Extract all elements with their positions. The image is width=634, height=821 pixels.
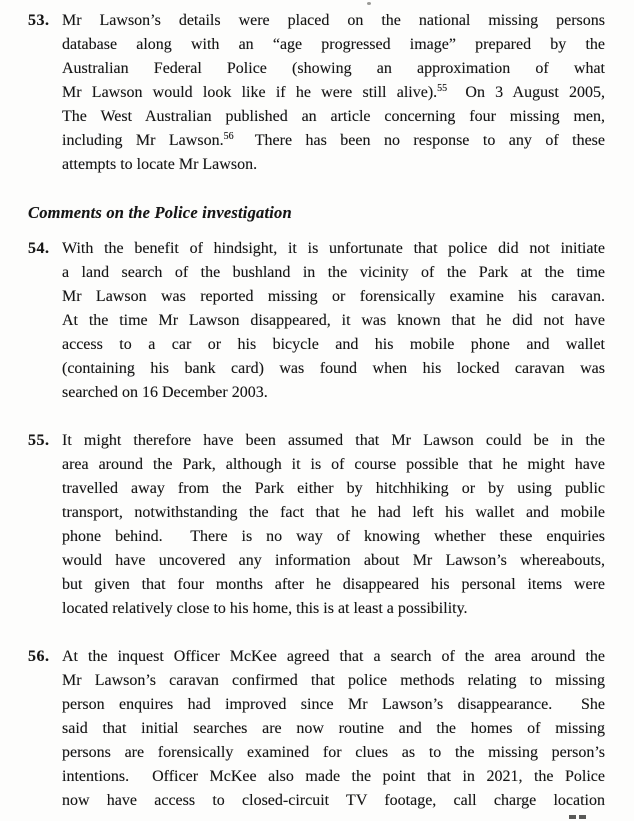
text-line: The West Australian published an article concerning four missing men, [62, 108, 605, 125]
paragraph-53 [28, 9, 605, 177]
text-line: transport, notwithstanding the fact that he had left his wallet and mobile [62, 504, 605, 521]
footnote-ref: 55 [437, 83, 448, 94]
text-line: area around the Park, although it is of course possible that he might have [62, 456, 605, 473]
text-line: said that initial searches are now routine and the homes of missing [62, 720, 605, 737]
paragraph-number: 54. [28, 240, 50, 257]
text-line: searched on 16 December 2003. [62, 384, 268, 401]
text-line: At the time Mr Lawson disappeared, it was known that he did not have [62, 312, 605, 329]
paragraph-number: 55. [28, 432, 50, 449]
text-line: located relatively close to his home, this is at least a possibility. [62, 600, 468, 617]
paragraph-number: 56. [28, 648, 50, 665]
text-line: At the inquest Officer McKee agreed that a search of the area around the [62, 648, 605, 665]
text-line: intentions. Officer McKee also made the point that in 2021, the Police [62, 768, 605, 785]
text-line: Mr Lawson’s details were placed on the national missing persons [62, 12, 605, 29]
text-line: person enquires had improved since Mr Lawson’s disappearance. She [62, 696, 605, 713]
text-line: a land search of the bushland in the vicinity of the Park at the time [62, 264, 605, 281]
text-line: access to a car or his bicycle and his mobile phone and wallet [62, 336, 605, 353]
scan-artifact-next-line-fragment [569, 815, 586, 819]
paragraph-number: 53. [28, 12, 50, 29]
text-line: It might therefore have been assumed that Mr Lawson could be in the [62, 432, 605, 449]
text-line: including Mr Lawson.$^{56}$ There has been no response to any of these [62, 131, 605, 149]
footnote-ref: 56 [223, 131, 234, 142]
text-line: Mr Lawson’s caravan confirmed that police methods relating to missing [62, 672, 605, 689]
section-heading: Comments on the Police investigation [28, 203, 292, 222]
text-line: With the benefit of hindsight, it is unfortunate that police did not initiate [62, 240, 605, 257]
text-line: attempts to locate Mr Lawson. [62, 156, 258, 173]
text-line: travelled away from the Park either by hitchhiking or by using public [62, 480, 605, 497]
paragraph-55 [28, 429, 605, 621]
text-line: would have uncovered any information about Mr Lawson’s whereabouts, [62, 552, 605, 569]
paragraph-54 [28, 237, 605, 405]
text-line: Australian Federal Police (showing an approximation of what [62, 60, 605, 77]
text-line: database along with an “age progressed image” prepared by the [62, 36, 605, 53]
text-line: but given that four months after he disappeared his personal items were [62, 576, 605, 593]
text-line: persons are forensically examined for clues as to the missing person’s [62, 744, 605, 761]
text-line: phone behind. There is no way of knowing whether these enquiries [62, 528, 605, 545]
text-line: Mr Lawson would look like if he were still alive).$^{55}$ On 3 August 2005, [62, 83, 605, 101]
scan-speck [367, 2, 371, 5]
text-line: (containing his bank card) was found when his locked caravan was [62, 360, 605, 377]
paragraph-56 [28, 645, 605, 813]
text-line: Mr Lawson was reported missing or forensically examine his caravan. [62, 288, 605, 305]
text-line: now have access to closed-circuit TV footage, call charge location [62, 792, 605, 809]
